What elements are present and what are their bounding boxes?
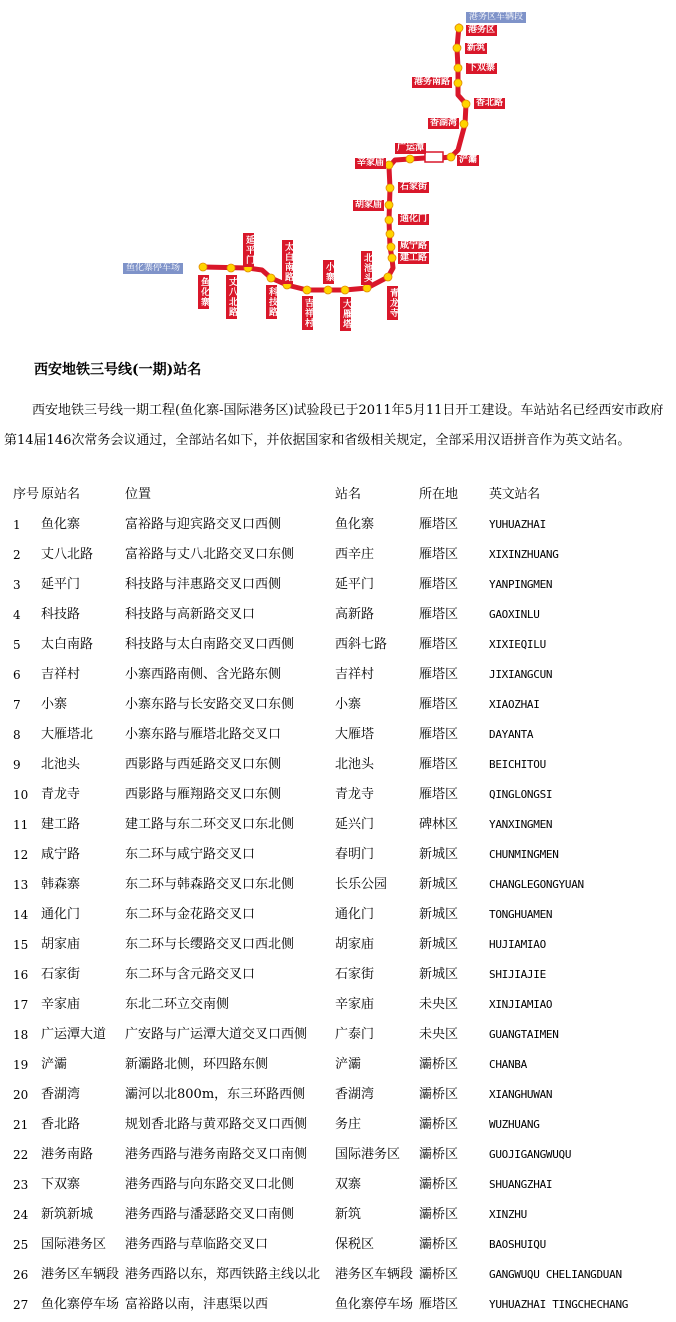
article-intro: 西安地铁三号线一期工程(鱼化寨-国际港务区)试验段已于2011年5月11日开工建设。车站站名已经西安市政府第14届146次常务会议通过，全部站名如下，并依据国家和省级相关规定，全部采用汉语拼音作为英文站名。 — [4, 403, 664, 448]
row-district: 灞桥区 — [419, 1177, 459, 1192]
row-station-name: 鱼化寨 — [335, 517, 375, 532]
header-index: 序号 — [13, 487, 40, 502]
station-dot — [387, 243, 395, 251]
table-row — [0, 870, 676, 900]
row-english-name: GAOXINLU — [489, 608, 540, 621]
station-label: 吉祥村 — [303, 298, 313, 328]
row-original-name: 广运潭大道 — [41, 1027, 107, 1042]
row-original-name: 石家街 — [41, 967, 81, 982]
row-original-name: 丈八北路 — [41, 547, 94, 562]
row-district: 雁塔区 — [419, 637, 459, 652]
row-station-name: 春明门 — [335, 847, 375, 862]
row-index: 22 — [13, 1148, 29, 1162]
table-row — [0, 990, 676, 1020]
row-english-name: XINZHU — [489, 1208, 527, 1221]
station-label: 浐灞 — [459, 155, 478, 165]
row-district: 新城区 — [419, 937, 459, 952]
metro-route-path — [0, 0, 676, 340]
table-header — [0, 480, 676, 510]
row-index: 24 — [13, 1208, 29, 1222]
row-original-name: 青龙寺 — [41, 787, 81, 802]
row-english-name: XIXINZHUANG — [489, 548, 559, 561]
row-english-name: DAYANTA — [489, 728, 534, 741]
table-row — [0, 600, 676, 630]
station-dot — [324, 286, 332, 294]
row-district: 雁塔区 — [419, 667, 459, 682]
row-original-name: 港务区车辆段 — [41, 1267, 120, 1282]
table-row — [0, 1020, 676, 1050]
table-row — [0, 510, 676, 540]
row-original-name: 新筑新城 — [41, 1207, 94, 1222]
row-english-name: CHANBA — [489, 1058, 527, 1071]
station-dot — [454, 64, 462, 72]
row-district: 灞桥区 — [419, 1237, 459, 1252]
station-dot — [385, 201, 393, 209]
row-english-name: YANPINGMEN — [489, 578, 553, 591]
station-label: 广运潭 — [397, 143, 425, 153]
table-row — [0, 1110, 676, 1140]
row-district: 雁塔区 — [419, 577, 459, 592]
station-label: 小寨 — [324, 262, 334, 282]
row-location: 富裕路与迎宾路交叉口西侧 — [125, 517, 282, 532]
station-label: 大雁塔 — [341, 299, 351, 329]
row-station-name: 保税区 — [335, 1237, 375, 1252]
row-original-name: 通化门 — [41, 907, 81, 922]
row-station-name: 吉祥村 — [335, 667, 375, 682]
row-english-name: YANXINGMEN — [489, 818, 553, 831]
row-index: 17 — [13, 998, 29, 1012]
row-english-name: CHUNMINGMEN — [489, 848, 559, 861]
row-index: 5 — [13, 638, 21, 652]
row-station-name: 延平门 — [335, 577, 375, 592]
row-location: 东北二环立交南侧 — [125, 997, 230, 1012]
station-label: 通化门 — [400, 214, 428, 224]
table-row — [0, 900, 676, 930]
station-label: 港务区 — [468, 25, 496, 35]
table-row — [0, 690, 676, 720]
row-location: 东二环与含元路交叉口 — [125, 967, 256, 982]
row-district: 新城区 — [419, 967, 459, 982]
table-row — [0, 1200, 676, 1230]
row-index: 9 — [13, 758, 21, 772]
row-location: 科技路与高新路交叉口 — [125, 607, 256, 622]
station-dot — [385, 216, 393, 224]
row-index: 3 — [13, 578, 21, 592]
row-station-name: 香湖湾 — [335, 1087, 375, 1102]
row-station-name: 西斜七路 — [335, 637, 388, 652]
table-row — [0, 660, 676, 690]
row-original-name: 太白南路 — [41, 637, 94, 652]
row-english-name: GUOJIGANGWUQU — [489, 1148, 572, 1161]
row-station-name: 西辛庄 — [335, 547, 375, 562]
row-location: 西影路与雁翔路交叉口东侧 — [125, 787, 282, 802]
row-station-name: 青龙寺 — [335, 787, 375, 802]
row-district: 新城区 — [419, 907, 459, 922]
row-english-name: XINJIAMIAO — [489, 998, 553, 1011]
station-dot — [455, 24, 463, 32]
row-index: 23 — [13, 1178, 29, 1192]
row-original-name: 国际港务区 — [41, 1237, 107, 1252]
row-district: 未央区 — [419, 1027, 459, 1042]
station-dot — [341, 286, 349, 294]
row-location: 建工路与东二环交叉口东北侧 — [125, 817, 295, 832]
station-dot — [386, 184, 394, 192]
row-english-name: GUANGTAIMEN — [489, 1028, 559, 1041]
station-label: 港务南路 — [414, 77, 451, 87]
transfer-box — [425, 152, 443, 162]
row-index: 2 — [13, 548, 21, 562]
station-label: 鱼化寨 — [199, 277, 209, 307]
row-original-name: 鱼化寨 — [41, 517, 81, 532]
row-district: 灞桥区 — [419, 1057, 459, 1072]
station-dot — [406, 155, 414, 163]
row-index: 11 — [13, 818, 29, 832]
row-english-name: QINGLONGSI — [489, 788, 553, 801]
row-english-name: JIXIANGCUN — [489, 668, 553, 681]
row-english-name: HUJIAMIAO — [489, 938, 546, 951]
row-district: 雁塔区 — [419, 547, 459, 562]
station-dot — [460, 120, 468, 128]
row-station-name: 国际港务区 — [335, 1147, 401, 1162]
row-english-name: YUHUAZHAI TINGCHECHANG — [489, 1298, 629, 1311]
station-dot — [303, 286, 311, 294]
row-original-name: 建工路 — [41, 817, 81, 832]
row-location: 科技路与沣惠路交叉口西侧 — [125, 577, 282, 592]
row-district: 灞桥区 — [419, 1267, 459, 1282]
depot-label: 港务区车辆段 — [466, 12, 526, 23]
row-original-name: 韩森寨 — [41, 877, 81, 892]
station-dot — [447, 153, 455, 161]
table-row — [0, 750, 676, 780]
station-label: 香湖湾 — [430, 118, 458, 128]
row-district: 灞桥区 — [419, 1147, 459, 1162]
station-label: 科技路 — [267, 287, 277, 317]
row-location: 小寨东路与长安路交叉口东侧 — [125, 697, 295, 712]
station-label: 新筑 — [467, 43, 486, 53]
row-location: 小寨西路南侧、含光路东侧 — [125, 667, 282, 682]
row-location: 港务西路与潘瑟路交叉口南侧 — [125, 1207, 295, 1222]
row-index: 7 — [13, 698, 21, 712]
station-label: 下双寨 — [468, 63, 496, 73]
station-dot — [462, 100, 470, 108]
row-station-name: 延兴门 — [335, 817, 375, 832]
row-location: 港务西路以东，郑西铁路主线以北 — [125, 1267, 321, 1282]
table-row — [0, 630, 676, 660]
row-station-name: 胡家庙 — [335, 937, 375, 952]
station-dot — [267, 274, 275, 282]
row-index: 19 — [13, 1058, 29, 1072]
station-label: 青龙寺 — [388, 288, 398, 318]
station-label: 丈八北路 — [227, 277, 237, 317]
row-original-name: 科技路 — [41, 607, 81, 622]
station-dot — [384, 273, 392, 281]
station-label: 延平门 — [244, 235, 254, 265]
row-station-name: 高新路 — [335, 607, 375, 622]
row-district: 雁塔区 — [419, 787, 459, 802]
article-title: 西安地铁三号线(一期)站名 — [34, 362, 202, 378]
station-label: 太白南路 — [283, 242, 293, 282]
row-district: 碑林区 — [419, 817, 459, 832]
row-station-name: 通化门 — [335, 907, 375, 922]
station-dot — [385, 161, 393, 169]
row-index: 1 — [13, 518, 21, 532]
row-location: 科技路与太白南路交叉口西侧 — [125, 637, 295, 652]
row-location: 西影路与西延路交叉口东侧 — [125, 757, 282, 772]
row-location: 新灞路北侧，环四路东侧 — [125, 1057, 269, 1072]
row-english-name: GANGWUQU CHELIANGDUAN — [489, 1268, 622, 1281]
row-index: 16 — [13, 968, 29, 982]
row-original-name: 辛家庙 — [41, 997, 81, 1012]
row-original-name: 延平门 — [41, 577, 81, 592]
row-index: 26 — [13, 1268, 29, 1282]
row-district: 灞桥区 — [419, 1207, 459, 1222]
row-original-name: 北池头 — [41, 757, 81, 772]
station-dot — [363, 284, 371, 292]
row-original-name: 港务南路 — [41, 1147, 94, 1162]
table-row — [0, 960, 676, 990]
row-index: 18 — [13, 1028, 29, 1042]
row-original-name: 小寨 — [41, 697, 68, 712]
row-index: 13 — [13, 878, 29, 892]
row-district: 雁塔区 — [419, 517, 459, 532]
row-station-name: 小寨 — [335, 697, 362, 712]
row-index: 14 — [13, 908, 29, 922]
row-station-name: 鱼化寨停车场 — [335, 1297, 414, 1312]
station-label: 建工路 — [400, 253, 428, 263]
row-index: 8 — [13, 728, 21, 742]
row-district: 灞桥区 — [419, 1087, 459, 1102]
table-row — [0, 570, 676, 600]
row-original-name: 香北路 — [41, 1117, 81, 1132]
table-row — [0, 840, 676, 870]
row-district: 未央区 — [419, 997, 459, 1012]
row-district: 雁塔区 — [419, 1297, 459, 1312]
row-english-name: BAOSHUIQU — [489, 1238, 546, 1251]
row-original-name: 咸宁路 — [41, 847, 81, 862]
row-station-name: 长乐公园 — [335, 877, 388, 892]
station-label: 石家街 — [400, 182, 428, 192]
row-location: 规划香北路与黄邓路交叉口西侧 — [125, 1117, 308, 1132]
row-english-name: XIANGHUWAN — [489, 1088, 553, 1101]
row-location: 港务西路与向东路交叉口北侧 — [125, 1177, 295, 1192]
row-district: 雁塔区 — [419, 607, 459, 622]
station-dot — [454, 79, 462, 87]
row-district: 灞桥区 — [419, 1117, 459, 1132]
row-location: 富裕路以南，沣惠渠以西 — [125, 1297, 269, 1312]
row-index: 25 — [13, 1238, 29, 1252]
metro-line-map — [0, 0, 676, 340]
row-english-name: XIAOZHAI — [489, 698, 540, 711]
row-station-name: 浐灞 — [335, 1057, 362, 1072]
station-label: 咸宁路 — [400, 241, 428, 251]
row-station-name: 广泰门 — [335, 1027, 375, 1042]
row-location: 东二环与长缨路交叉口西北侧 — [125, 937, 295, 952]
row-district: 雁塔区 — [419, 697, 459, 712]
table-row — [0, 1260, 676, 1290]
row-english-name: YUHUAZHAI — [489, 518, 546, 531]
row-original-name: 香湖湾 — [41, 1087, 81, 1102]
row-district: 新城区 — [419, 847, 459, 862]
row-station-name: 石家街 — [335, 967, 375, 982]
row-original-name: 下双寨 — [41, 1177, 81, 1192]
row-location: 灞河以北800m，东三环路西侧 — [125, 1087, 306, 1102]
station-dot — [453, 44, 461, 52]
station-dot — [386, 230, 394, 238]
row-station-name: 双寨 — [335, 1177, 362, 1192]
row-index: 10 — [13, 788, 29, 802]
row-location: 东二环与韩森路交叉口东北侧 — [125, 877, 295, 892]
row-location: 富裕路与丈八北路交叉口东侧 — [125, 547, 295, 562]
header-original-name: 原站名 — [41, 487, 81, 502]
row-index: 12 — [13, 848, 29, 862]
row-station-name: 务庄 — [335, 1117, 362, 1132]
row-location: 广安路与广运潭大道交叉口西侧 — [125, 1027, 308, 1042]
station-label: 辛家庙 — [357, 158, 385, 168]
table-row — [0, 1230, 676, 1260]
row-index: 6 — [13, 668, 21, 682]
row-location: 港务西路与港务南路交叉口南侧 — [125, 1147, 308, 1162]
row-english-name: SHIJIAJIE — [489, 968, 546, 981]
row-district: 新城区 — [419, 877, 459, 892]
header-location: 位置 — [125, 487, 152, 502]
row-location: 港务西路与草临路交叉口 — [125, 1237, 269, 1252]
table-row — [0, 930, 676, 960]
table-row — [0, 1170, 676, 1200]
row-english-name: SHUANGZHAI — [489, 1178, 553, 1191]
row-index: 21 — [13, 1118, 29, 1132]
table-row — [0, 540, 676, 570]
row-english-name: XIXIEQILU — [489, 638, 546, 651]
table-row — [0, 1290, 676, 1320]
header-district: 所在地 — [419, 487, 459, 502]
row-index: 15 — [13, 938, 29, 952]
row-english-name: TONGHUAMEN — [489, 908, 553, 921]
station-dot — [388, 254, 396, 262]
station-label: 胡家庙 — [355, 200, 383, 210]
table-row — [0, 1050, 676, 1080]
row-english-name: CHANGLEGONGYUAN — [489, 878, 584, 891]
row-original-name: 吉祥村 — [41, 667, 81, 682]
row-original-name: 鱼化寨停车场 — [41, 1297, 120, 1312]
row-original-name: 胡家庙 — [41, 937, 81, 952]
row-district: 雁塔区 — [419, 757, 459, 772]
station-label: 北池头 — [362, 253, 372, 283]
row-station-name: 北池头 — [335, 757, 375, 772]
row-index: 4 — [13, 608, 21, 622]
row-english-name: BEICHITOU — [489, 758, 546, 771]
row-index: 27 — [13, 1298, 29, 1312]
header-english-name: 英文站名 — [489, 487, 540, 502]
row-location: 东二环与金花路交叉口 — [125, 907, 256, 922]
row-location: 小寨东路与雁塔北路交叉口 — [125, 727, 282, 742]
table-row — [0, 1080, 676, 1110]
station-dot — [227, 264, 235, 272]
row-station-name: 辛家庙 — [335, 997, 375, 1012]
table-row — [0, 780, 676, 810]
row-district: 雁塔区 — [419, 727, 459, 742]
row-original-name: 大雁塔北 — [41, 727, 94, 742]
table-row — [0, 810, 676, 840]
row-station-name: 新筑 — [335, 1207, 362, 1222]
table-row — [0, 720, 676, 750]
header-station-name: 站名 — [335, 487, 362, 502]
row-location: 东二环与咸宁路交叉口 — [125, 847, 256, 862]
row-index: 20 — [13, 1088, 29, 1102]
depot-label: 鱼化寨停车场 — [123, 263, 183, 274]
station-label: 香北路 — [476, 98, 504, 108]
row-station-name: 港务区车辆段 — [335, 1267, 414, 1282]
table-row — [0, 1140, 676, 1170]
row-station-name: 大雁塔 — [335, 727, 375, 742]
row-original-name: 浐灞 — [41, 1057, 68, 1072]
row-english-name: WUZHUANG — [489, 1118, 540, 1131]
station-dot — [199, 263, 207, 271]
